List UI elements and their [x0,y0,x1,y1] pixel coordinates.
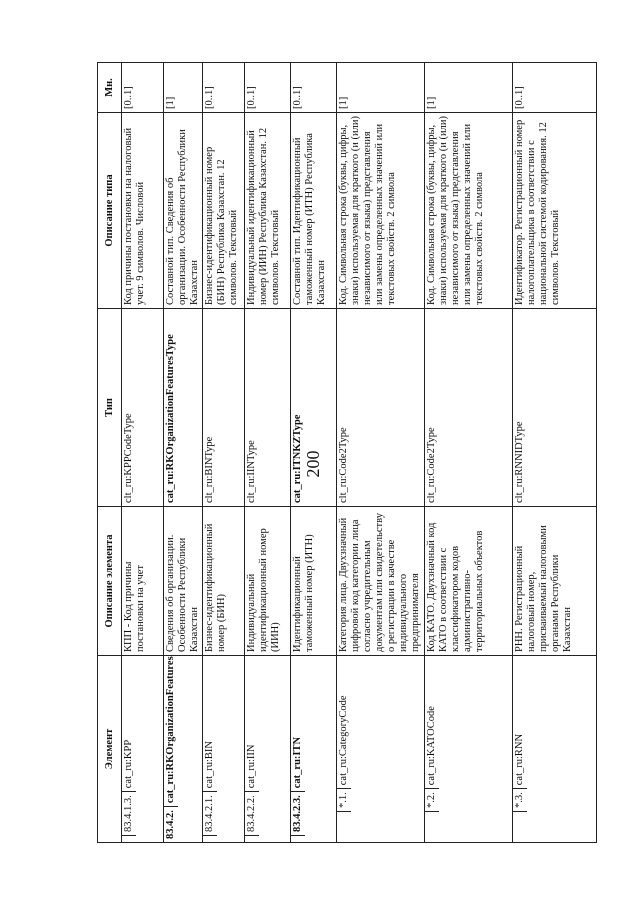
type-description: Составной тип. Идентификационный таможенный номер (ИТН) Республика Казахстан [291,113,337,309]
element-name: cat_ru:RKOrganizationFeatures [165,656,176,804]
type-name: clt_ru:Code2Type [425,309,513,507]
multiplicity: [0..1] [291,63,337,113]
element-cell [425,656,513,843]
element-description: Сведения об организации. Особенности Республики Казахстан [164,507,203,656]
type-name: clt_ru:RNNIDType [513,309,597,507]
multiplicity: [1] [425,63,513,113]
element-cell [245,656,291,843]
type-name: clt_ru:IINType [245,309,291,507]
element-number: 83.4.2.1. [203,791,217,836]
rotated-table-container [97,63,573,843]
table-row [337,63,425,843]
multiplicity: [0..1] [122,63,164,113]
element-cell [291,656,337,843]
element-number: 83.4.1.3. [122,791,136,836]
table-row [513,63,597,843]
header-mn: Мн. [98,63,122,113]
element-cell [513,656,597,843]
type-name: cat_ru:ITNKZType [291,309,337,507]
element-description: КПП - Код причины постановки на учет [122,507,164,656]
type-description: Индивидуальный идентификационный номер (ИИН) Республика Казахстан. 12 символов. Текстовый [245,113,291,309]
element-name: cat_ru:ITN [292,736,303,789]
table-row [245,63,291,843]
table-row [291,63,337,843]
type-description: Составной тип. Сведения об организации. Особенности Республики Казахстан [164,113,203,309]
element-name: cat_ru:KATOCode [426,706,437,786]
multiplicity: [0..1] [245,63,291,113]
element-number: 83.4.2. [164,806,178,842]
type-description: Бизнес-идентификационный номер (БИН) Республика Казахстан. 12 символов. Текстовый [203,113,245,309]
header-element: Элемент [98,656,122,843]
type-name: clt_ru:KPPCodeType [122,309,164,507]
type-name: cat_ru:RKOrganizationFeaturesType [164,309,203,507]
multiplicity: [0..1] [203,63,245,113]
header-type: Тип [98,309,122,507]
element-description: Бизнес-идентификационный номер (БИН) [203,507,245,656]
element-number: *.3. [513,788,527,812]
type-description: Идентификатор. Регистрационный номер налогоплательщика в соответствии с национальной системой кодирования. 12 символов. Текстовый [513,113,597,309]
element-name: cat_ru:CategoryCode [338,695,349,786]
element-cell [203,656,245,843]
table-row [164,63,203,843]
element-number: *.1. [337,788,351,812]
element-table [97,62,597,843]
element-name: cat_ru:KPP [123,739,134,789]
element-description: Категория лица. Двухзначный цифровой код категории лица согласно учредительным документам или свидетельству о регистрации в качестве индивидуального предпринимателя [337,507,425,656]
table-row [425,63,513,843]
element-description: Индивидуальный идентификационный номер (ИИН) [245,507,291,656]
type-name: clt_ru:Code2Type [337,309,425,507]
element-description: РНН. Регистрационный налоговый номер, присваиваемый налоговыми органами Республики Казахстан [513,507,597,656]
type-name: clt_ru:BINType [203,309,245,507]
element-number: 83.4.2.3. [291,791,305,836]
table-header-row [98,63,122,843]
element-cell [122,656,164,843]
multiplicity: [1] [337,63,425,113]
element-description: Код КАТО. Двухзначный код КАТО в соответствии с классификатором кодов административно-территориальных объектов [425,507,513,656]
multiplicity: [0..1] [513,63,597,113]
table-row [203,63,245,843]
element-cell [337,656,425,843]
element-number: 83.4.2.2. [245,791,259,836]
table-row [122,63,164,843]
header-element-desc: Описание элемента [98,507,122,656]
type-description: Код. Символьная строка (буквы, цифры, знаки) используемая для краткого (и (или) независимого от языка) представления или замены определенных значений или текстовых свойств. 2 символа [337,113,425,309]
element-description: Идентификационный таможенный номер (ИТН) [291,507,337,656]
element-name: cat_ru:BIN [204,741,215,789]
multiplicity: [1] [164,63,203,113]
page-number: 200 [303,450,323,478]
element-name: cat_ru:RNN [514,733,525,786]
element-name: cat_ru:IIN [246,744,257,789]
type-description: Код причины постановки на налоговый учет. 9 символов. Числовой [122,113,164,309]
type-description: Код. Символьная строка (буквы, цифры, знаки) используемая для краткого (и (или) независимого от языка) представления или замены определенных значений или текстовых свойств. 2 символа [425,113,513,309]
element-number: *.2. [425,788,439,812]
header-type-desc: Описание типа [98,113,122,309]
element-cell [164,656,203,843]
